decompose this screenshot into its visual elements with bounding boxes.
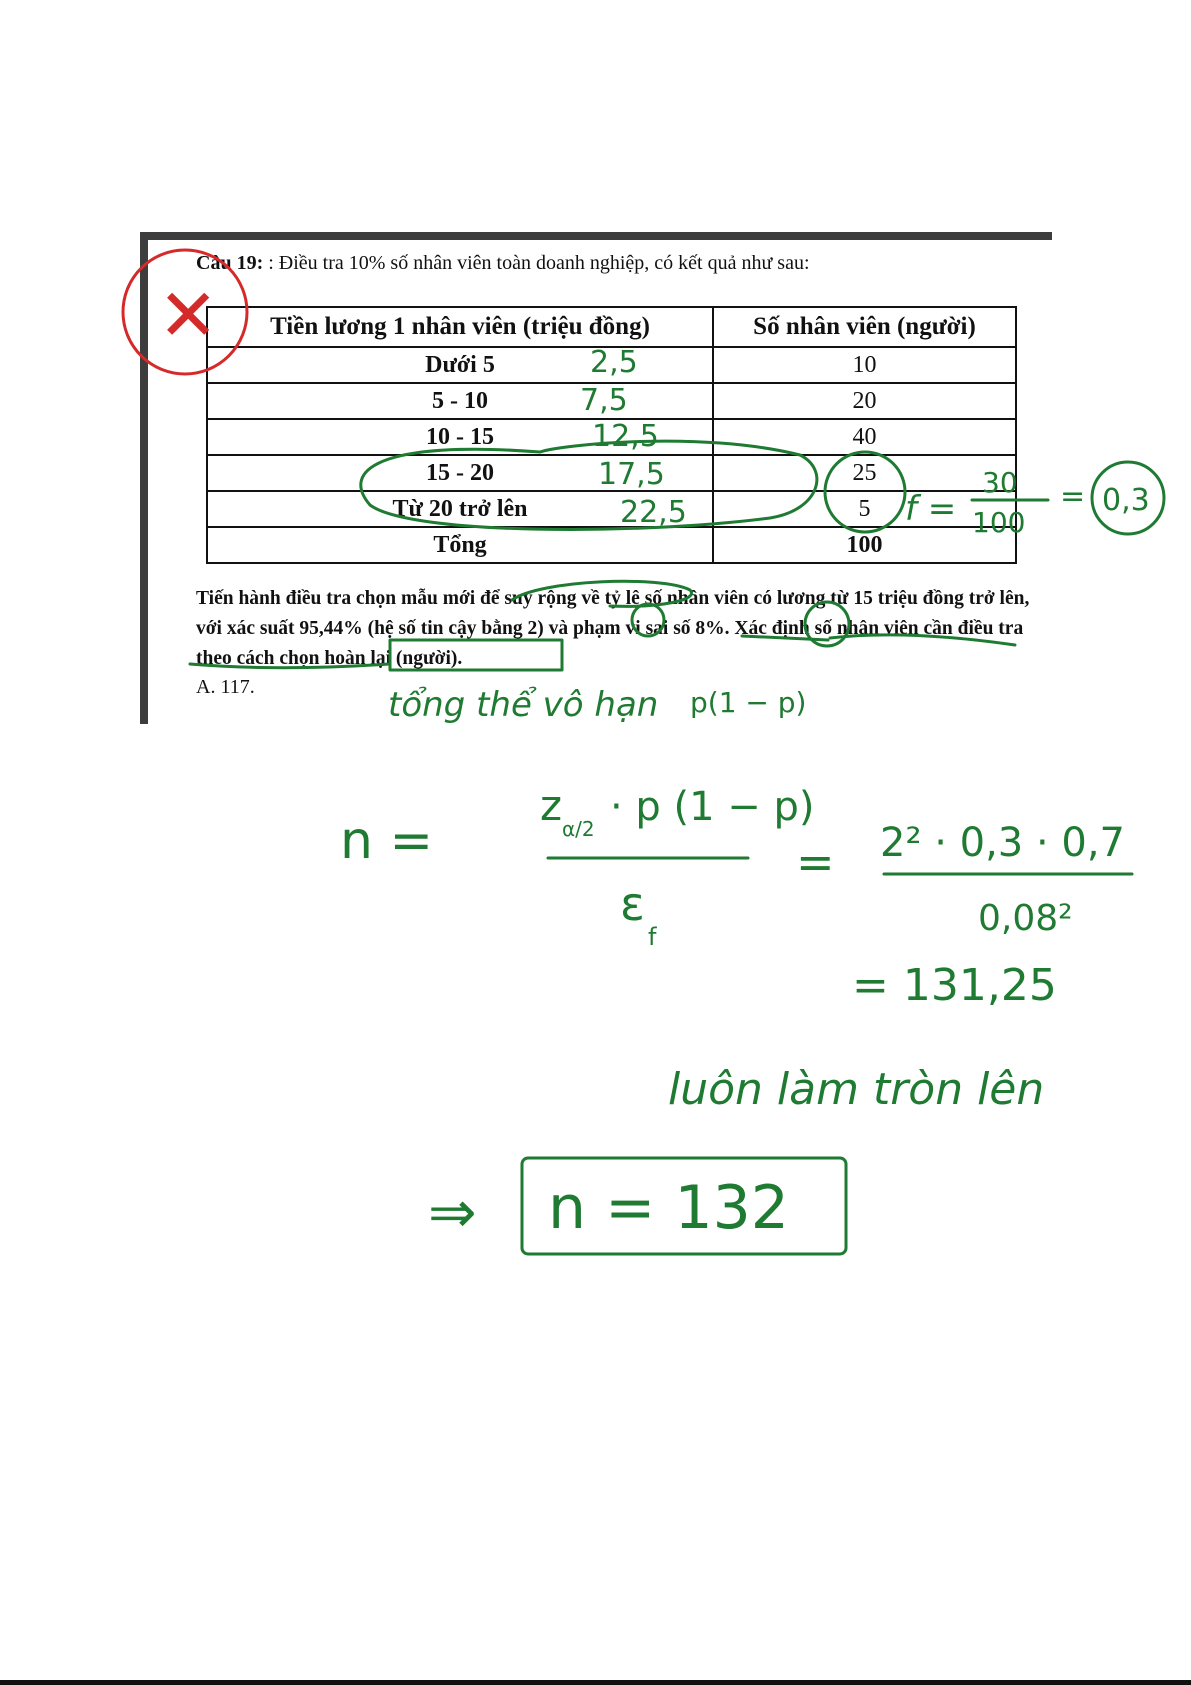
- f-label: f =: [905, 489, 957, 529]
- table-row: [207, 383, 1016, 419]
- midpoint-1: 2,5: [590, 345, 638, 380]
- scanned-question: [140, 232, 1052, 724]
- header-salary: Tiền lương 1 nhân viên (triệu đồng): [207, 307, 713, 347]
- computed-value: = 131,25: [852, 960, 1057, 1011]
- final-arrow: ⇒: [428, 1178, 477, 1246]
- f-numerator: 30: [982, 466, 1018, 499]
- total-count: 100: [713, 527, 1016, 563]
- salary-range: 10 - 15: [207, 419, 713, 455]
- formula-epsilon: ε: [620, 877, 645, 931]
- bottom-edge-strip: [0, 1680, 1191, 1685]
- total-label: Tổng: [207, 527, 713, 563]
- formula-numerator: · p (1 − p): [610, 784, 815, 830]
- employee-count: 20: [713, 383, 1016, 419]
- answer-option-a: A. 117.: [196, 676, 255, 698]
- substituted-numerator: 2² · 0,3 · 0,7: [880, 820, 1125, 866]
- note-population: tổng thể vô hạn: [388, 685, 659, 725]
- f-denominator: 100: [972, 506, 1026, 539]
- formula-z-sub: α/2: [562, 817, 595, 841]
- f-result: 0,3: [1102, 483, 1150, 518]
- question-title: [196, 252, 810, 275]
- midpoint-4: 17,5: [598, 457, 665, 492]
- midpoint-2: 7,5: [580, 383, 628, 418]
- midpoint-3: 12,5: [592, 419, 659, 454]
- question-intro: : Điều tra 10% số nhân viên toàn doanh nghiệp, có kết quả như sau:: [268, 252, 810, 274]
- question-body: Tiến hành điều tra chọn mẫu mới để suy rộng về tỷ lệ số nhân viên có lương từ 15 triệu đồng trở lên, với xác suất 95,44% (hệ số tin cậy bằng 2) và phạm vi sai số 8%. Xác định số nhân viên cần điều tra theo cách chọn hoàn lại (người).: [196, 588, 1030, 669]
- cross-mark: ✕: [158, 273, 219, 357]
- note-round-up: luôn làm tròn lên: [668, 1064, 1045, 1115]
- f-result-circle: [1092, 462, 1164, 534]
- salary-range: 5 - 10: [207, 383, 713, 419]
- note-p: p(1 − p): [690, 686, 807, 719]
- salary-range: Dưới 5: [207, 347, 713, 383]
- formula-z: z: [540, 781, 563, 830]
- final-answer-box: [522, 1158, 846, 1254]
- final-answer: n = 132: [548, 1173, 789, 1243]
- table-total-row: [207, 527, 1016, 563]
- salary-table: [206, 306, 1017, 564]
- table-row: [207, 491, 1016, 527]
- salary-range: Từ 20 trở lên: [207, 491, 713, 527]
- employee-count: 25: [713, 455, 1016, 491]
- table-row: [207, 347, 1016, 383]
- table-header-row: [207, 307, 1016, 347]
- table-row: [207, 419, 1016, 455]
- table-row: [207, 455, 1016, 491]
- employee-count: 10: [713, 347, 1016, 383]
- midpoint-5: 22,5: [620, 495, 687, 530]
- header-count: Số nhân viên (người): [713, 307, 1016, 347]
- question-number: Câu 19:: [196, 252, 264, 274]
- formula-n: n =: [340, 811, 434, 871]
- substituted-denominator: 0,08²: [978, 898, 1073, 939]
- formula-epsilon-sub: f: [648, 923, 657, 951]
- employee-count: 5: [713, 491, 1016, 527]
- f-equals: =: [1060, 479, 1086, 514]
- formula-equals: =: [796, 835, 835, 889]
- employee-count: 40: [713, 419, 1016, 455]
- salary-range: 15 - 20: [207, 455, 713, 491]
